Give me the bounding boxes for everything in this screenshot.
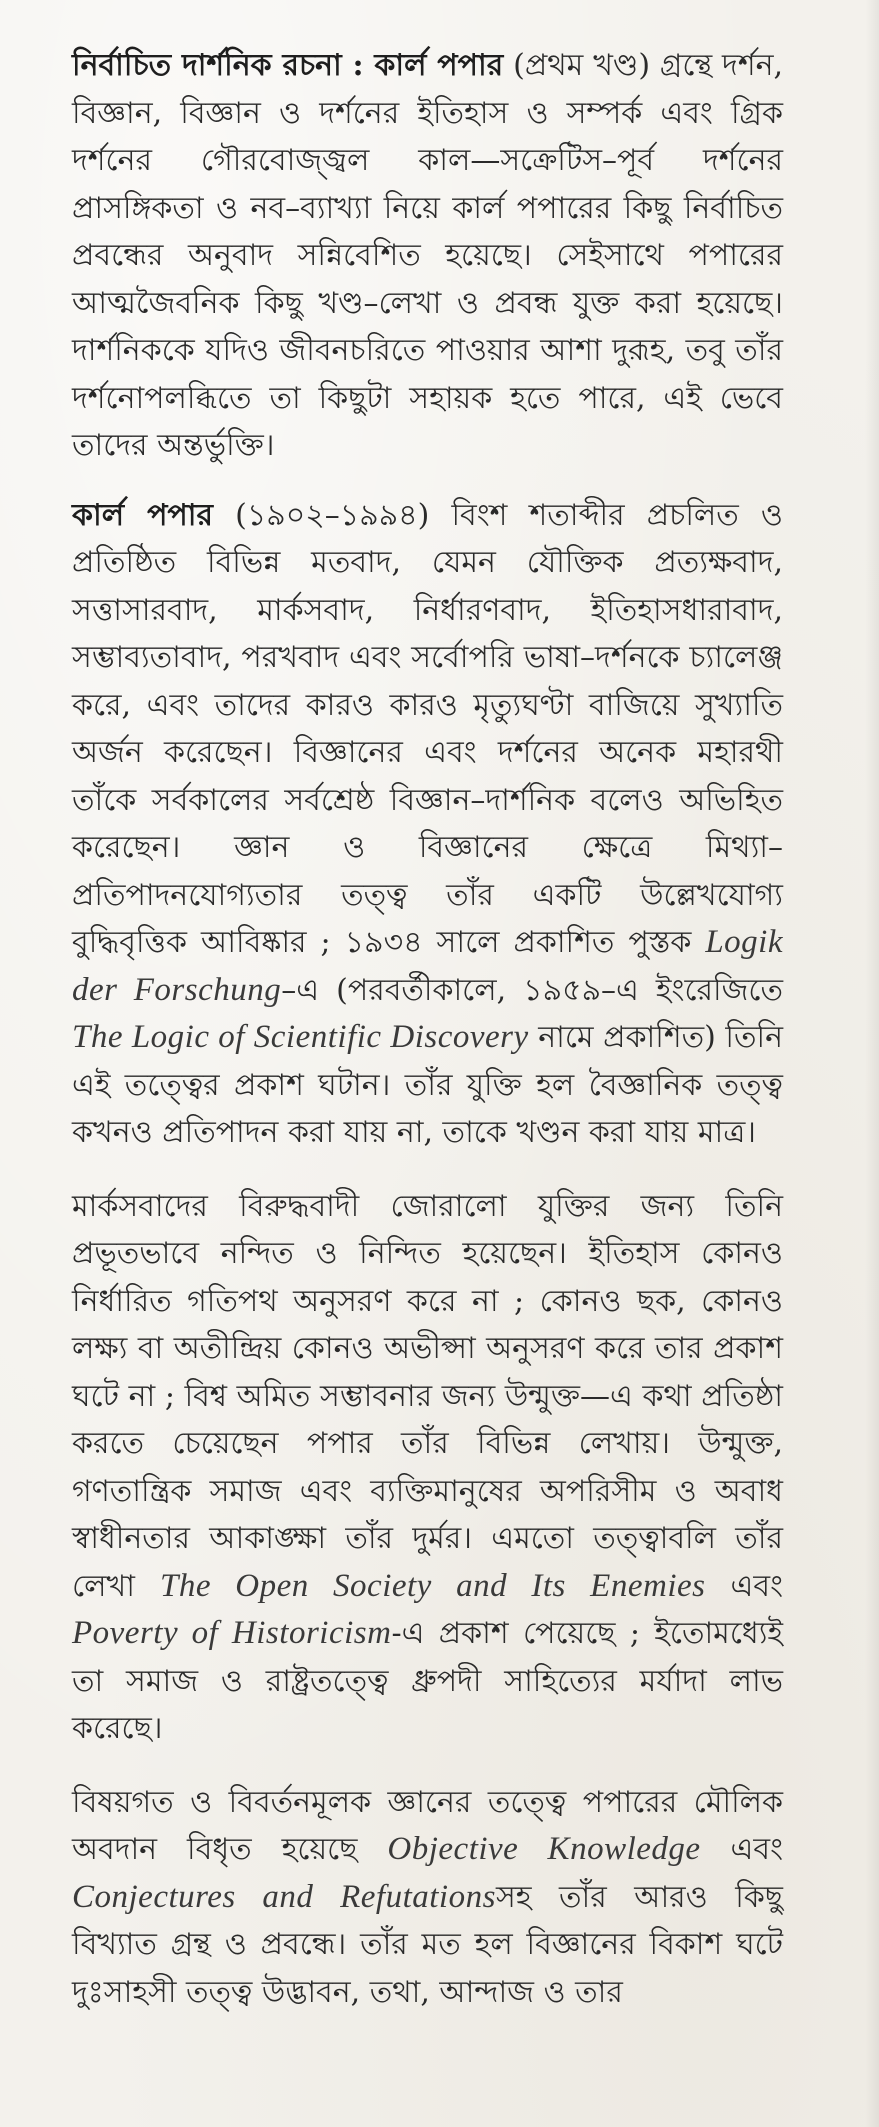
paragraph-knowledge-theory — [72, 1779, 783, 2017]
paragraph-text: বিষয়গত ও বিবর্তনমূলক জ্ঞানের তত্ত্বে পপারের মৌলিক অবদান বিধৃত হয়েছে — [72, 1784, 783, 1867]
paragraph-marxism — [72, 1183, 783, 1753]
paragraph-text: মার্কসবাদের বিরুদ্ধবাদী জোরালো যুক্তির জন্য তিনি প্রভূতভাবে নন্দিত ও নিন্দিত হয়েছেন। ইতিহাস কোনও নির্ধারিত গতিপথ অনুসরণ করে না ; কোনও ছক, কোনও লক্ষ্য বা অতীন্দ্রিয় কোনও অভীপ্সা অনুসরণ করে তার প্রকাশ ঘটে না ; বিশ্ব অমিত সম্ভাবনার জন্য উন্মুক্ত—এ কথা প্রতিষ্ঠা করতে চেয়েছেন পপার তাঁর বিভিন্ন লেখায়। উন্মুক্ত, গণতান্ত্রিক সমাজ এবং ব্যক্তিমানুষের অপরিসীম ও অবাধ স্বাধীনতার আকাঙ্ক্ষা তাঁর দুর্মর। এমতো তত্ত্বাবলি তাঁর লেখা — [72, 1188, 783, 1604]
book-title-italic: The Open Society and Its Enemies — [160, 1567, 706, 1604]
paragraph-text: -এ প্রকাশ পেয়েছে ; ইতোমধ্যেই তা সমাজ ও রাষ্ট্রতত্ত্বে ধ্রুপদী সাহিত্যের মর্যাদা লাভ করেছে। — [72, 1616, 783, 1746]
paragraph-text: সহ তাঁর আরও কিছু বিখ্যাত গ্রন্থ ও প্রবন্ধে। তাঁর মত হল বিজ্ঞানের বিকাশ ঘটে দুঃসাহসী তত্ত্ব উদ্ভাবন, তথা, আন্দাজ ও তার — [72, 1879, 783, 2010]
paper-edge-shadow — [865, 0, 879, 2127]
paragraph-book-intro — [72, 42, 783, 470]
paragraph-author-bio — [72, 492, 783, 1157]
paragraph-text: এবং — [705, 1568, 783, 1604]
paragraph-text: (১৯০২–১৯৯৪) বিংশ শতাব্দীর প্রচলিত ও প্রতিষ্ঠিত বিভিন্ন মতবাদ, যেমন যৌক্তিক প্রত্যক্ষবাদ, সত্তাসারবাদ, মার্কসবাদ, নির্ধারণবাদ, ইতিহাসধারাবাদ, সম্ভাব্যতাবাদ, পরখবাদ এবং সর্বোপরি ভাষা–দর্শনকে চ্যালেঞ্জ করে, এবং তাদের কারও কারও মৃত্যুঘণ্টা বাজিয়ে সুখ্যাতি অর্জন করেছেন। বিজ্ঞানের এবং দর্শনের অনেক মহারথী তাঁকে সর্বকালের সর্বশ্রেষ্ঠ বিজ্ঞান–দার্শনিক বলেও অভিহিত করেছেন। জ্ঞান ও বিজ্ঞানের ক্ষেত্রে মিথ্যা–প্রতিপাদনযোগ্যতার তত্ত্ব তাঁর একটি উল্লেখযোগ্য বুদ্ধিবৃত্তিক আবিষ্কার ; ১৯৩৪ সালে প্রকাশিত পুস্তক — [72, 497, 783, 960]
book-title-italic: Logik der Forschung — [72, 924, 783, 1008]
book-title-italic: Poverty of Historicism — [72, 1615, 392, 1651]
paragraph-text: –এ (পরবর্তীকালে, ১৯৫৯–এ ইংরেজিতে — [281, 972, 783, 1008]
book-title: নির্বাচিত দার্শনিক রচনা : কার্ল পপার — [72, 48, 504, 83]
paragraph-text: এবং — [700, 1832, 783, 1867]
author-name: কার্ল পপার — [72, 497, 213, 533]
book-title-italic: Objective Knowledge — [387, 1831, 701, 1867]
paragraph-text: (প্রথম খণ্ড) গ্রন্থে দর্শন, বিজ্ঞান, বিজ্ঞান ও দর্শনের ইতিহাস ও সম্পর্ক এবং গ্রিক দর্শনের গৌরবোজ্জ্বল কাল—সক্রেটিস–পূর্ব দর্শনের প্রাসঙ্গিকতা ও নব–ব্যাখ্যা নিয়ে কার্ল পপারের কিছু নির্বাচিত প্রবন্ধের অনুবাদ সন্নিবেশিত হয়েছে। সেইসাথে পপারের আত্মজৈবনিক কিছু খণ্ড–লেখা ও প্রবন্ধ যুক্ত করা হয়েছে। দার্শনিককে যদিও জীবনচরিতে পাওয়ার আশা দুরূহ, তবু তাঁর দর্শনোপলব্ধিতে তা কিছুটা সহায়ক হতে পারে, এই ভেবে তাদের অন্তর্ভুক্তি। — [72, 48, 784, 463]
book-title-italic: The Logic of Scientific Discovery — [72, 1019, 529, 1055]
book-title-italic: Conjectures and Refutations — [72, 1878, 496, 1915]
paragraph-text: নামে প্রকাশিত) তিনি এই তত্ত্বের প্রকাশ ঘটান। তাঁর যুক্তি হল বৈজ্ঞানিক তত্ত্ব কখনও প্রতিপাদন করা যায় না, তাকে খণ্ডন করা যায় মাত্র। — [72, 1020, 783, 1150]
